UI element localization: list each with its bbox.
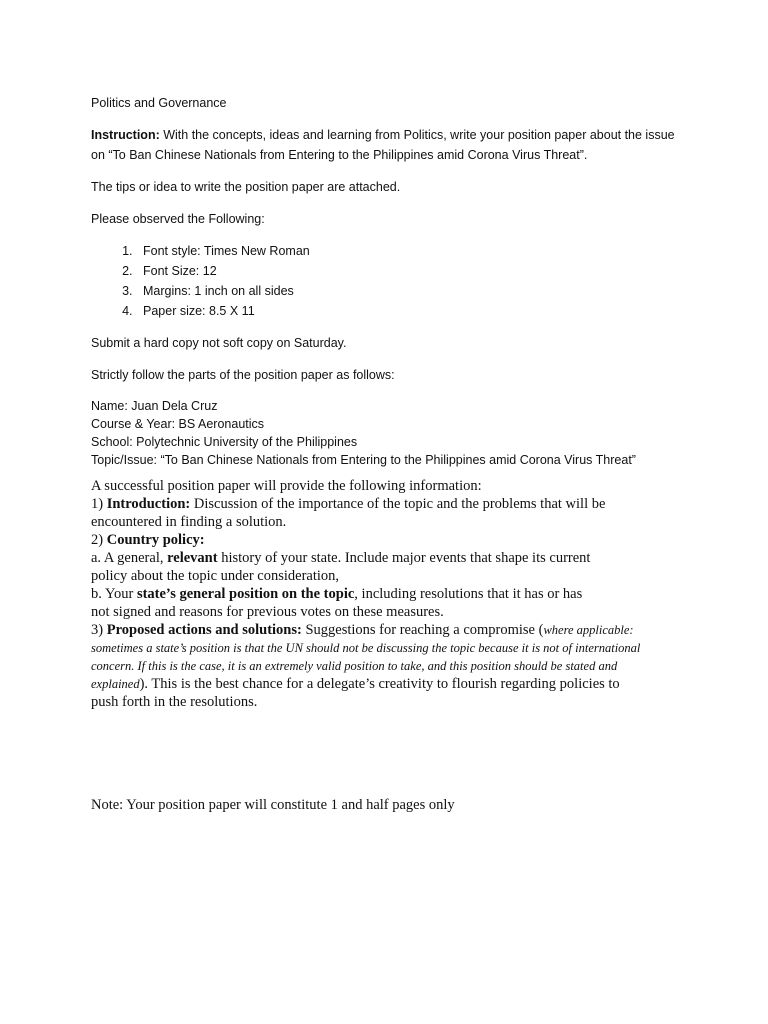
document-title: Politics and Governance bbox=[91, 96, 227, 110]
requirements-list bbox=[91, 241, 691, 321]
instruction-text: With the concepts, ideas and learning from Politics, write your position paper about the issue on “To Ban Chinese Nationals from Entering to the Philippines amid Corona Virus Threat”. bbox=[91, 128, 675, 162]
requirement-item: 2. Font Size: 12 bbox=[136, 261, 691, 281]
guide-section-introduction: 1) Introduction: Discussion of the importance of the topic and the problems that will be bbox=[91, 496, 606, 512]
page-length-note: Note: Your position paper will constitute 1 and half pages only bbox=[91, 797, 455, 813]
guide-item-a: a. A general, relevant history of your state. Include major events that shape its current bbox=[91, 550, 591, 566]
requirement-item: 3. Margins: 1 inch on all sides bbox=[136, 281, 691, 301]
student-school: School: Polytechnic University of the Philippines bbox=[91, 435, 358, 449]
guide-intro: A successful position paper will provide the following information: bbox=[91, 478, 482, 494]
guide-item-a-cont: policy about the topic under consideration, bbox=[91, 568, 340, 584]
guide-section-proposed-actions: 3) Proposed actions and solutions: Suggestions for reaching a compromise (where applicable: bbox=[91, 622, 634, 638]
guide-section-proposed-actions-end: push forth in the resolutions. bbox=[91, 694, 258, 710]
guide-item-b-cont: not signed and reasons for previous votes on these measures. bbox=[91, 604, 444, 620]
guide-italic-line: sometimes a state’s position is that the UN should not be discussing the topic because it is not of international bbox=[91, 641, 641, 655]
requirement-item: 1. Font style: Times New Roman bbox=[136, 241, 691, 261]
guide-italic-line: concern. If this is the case, it is an extremely valid position to take, and this position should be stated and bbox=[91, 659, 618, 673]
student-topic: Topic/Issue: “To Ban Chinese Nationals from Entering to the Philippines amid Corona Virus Threat” bbox=[91, 453, 636, 467]
document-body bbox=[91, 93, 691, 711]
instruction-label: Instruction: bbox=[91, 128, 160, 142]
guide-section-introduction-cont: encountered in finding a solution. bbox=[91, 514, 287, 530]
observe-text: Please observed the Following: bbox=[91, 212, 265, 226]
guide-item-b: b. Your state’s general position on the topic, including resolutions that it has or has bbox=[91, 586, 583, 602]
student-name: Name: Juan Dela Cruz bbox=[91, 399, 218, 413]
submit-text: Submit a hard copy not soft copy on Saturday. bbox=[91, 336, 347, 350]
tips-text: The tips or idea to write the position paper are attached. bbox=[91, 180, 401, 194]
position-paper-guide bbox=[91, 477, 691, 711]
instruction-paragraph bbox=[91, 125, 691, 165]
requirement-item: 4. Paper size: 8.5 X 11 bbox=[136, 301, 691, 321]
guide-section-country-policy: 2) Country policy: bbox=[91, 532, 205, 548]
student-info bbox=[91, 397, 691, 469]
parts-text: Strictly follow the parts of the position paper as follows: bbox=[91, 368, 395, 382]
student-course: Course & Year: BS Aeronautics bbox=[91, 417, 265, 431]
guide-section-proposed-actions-tail: explained). This is the best chance for a delegate’s creativity to flourish regarding policies to bbox=[91, 676, 620, 692]
